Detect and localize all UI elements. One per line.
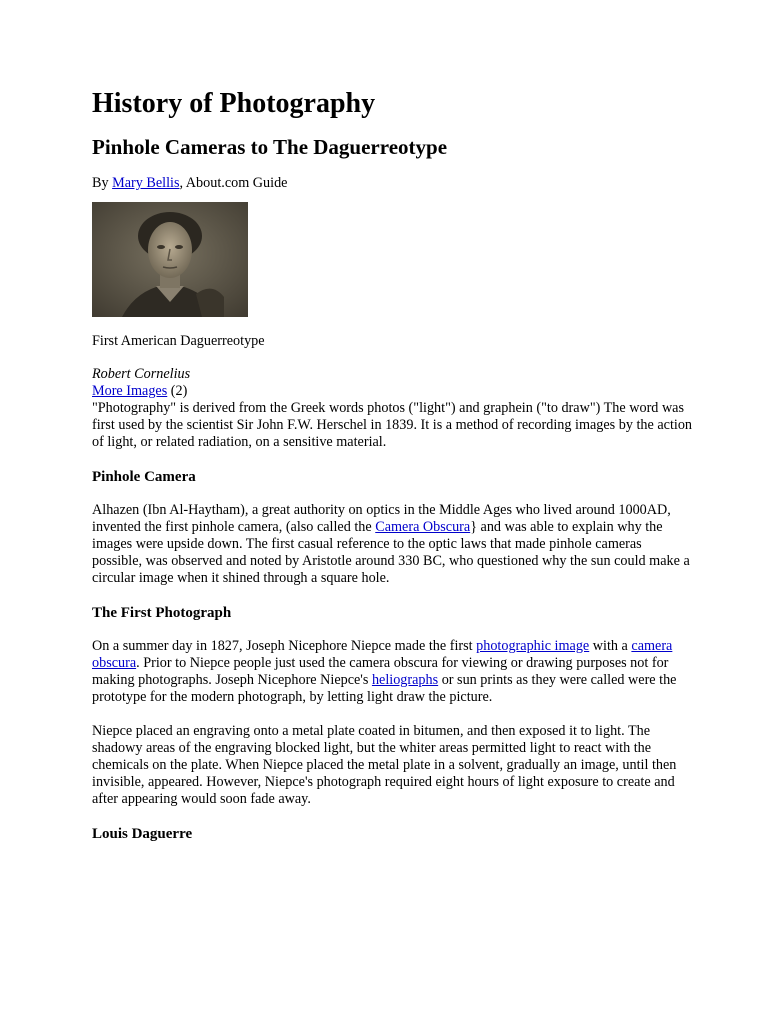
heliographs-link[interactable]: heliographs: [371, 672, 439, 688]
daguerreotype-portrait-image: [92, 202, 248, 317]
byline: [92, 175, 692, 192]
first-photo-text-a: On a summer day in 1827, Joseph Nicephore Niepce made the first: [92, 638, 477, 654]
first-photo-paragraph-2: Niepce placed an engraving onto a metal plate coated in bitumen, and then exposed it to light. The shadowy areas of the engraving blocked light, but the whiter areas permitted light to react with the chemicals on the plate. When Niepce placed the metal plate in a solvent, gradually an image, until then invisible, appeared. However, Niepce's photograph required eight hours of light exposure to create and after appearing would soon fade away.: [92, 723, 677, 807]
more-images-link[interactable]: More Images: [92, 383, 168, 399]
pinhole-text-a: Alhazen (Ibn Al-Haytham), a great authority on optics in the Middle Ages who lived around 1000AD, invented the first pinhole camera, (also called the: [92, 502, 671, 535]
page-title: History of Photography: [92, 88, 376, 119]
camera-obscura-link[interactable]: Camera Obscura: [375, 519, 471, 535]
more-images-line: [92, 383, 692, 400]
section-heading-first-photograph: The First Photograph: [92, 605, 232, 621]
first-photo-paragraph-1: [92, 638, 692, 706]
first-photo-text-c: . Prior to Niepce people just used the camera obscura for viewing or drawing purposes not for making photographs. Joseph Nicephore Niepce's: [92, 655, 669, 688]
page-subtitle: Pinhole Cameras to The Daguerreotype: [92, 135, 448, 159]
article: [92, 86, 692, 844]
more-images-count: (2): [167, 383, 188, 399]
portrait-graphic: [92, 202, 248, 317]
first-photo-text-d: or sun prints as they were called were the prototype for the modern photograph, by letting light draw the picture.: [92, 672, 677, 705]
first-photo-text-b: with a: [589, 638, 632, 654]
section-heading-louis-daguerre: Louis Daguerre: [92, 826, 193, 842]
pinhole-paragraph: [92, 502, 692, 587]
camera-obscura-link-2[interactable]: camera obscura: [92, 638, 673, 671]
byline-prefix: By: [92, 175, 113, 191]
pinhole-text-b: } and was able to explain why the images were upside down. The first casual reference to the optic laws that made pinhole cameras possible, was observed and noted by Aristotle around 330 BC, who questioned why the sun could make a circular image when it shined through a square hole.: [92, 519, 690, 586]
byline-suffix: , About.com Guide: [179, 175, 288, 191]
photo-person: Robert Cornelius: [92, 366, 191, 382]
author-link[interactable]: Mary Bellis: [112, 175, 180, 191]
section-heading-pinhole: Pinhole Camera: [92, 469, 196, 485]
photographic-image-link[interactable]: photographic image: [476, 638, 590, 654]
intro-paragraph: "Photography" is derived from the Greek words photos ("light") and graphein ("to draw") The word was first used by the scientist Sir John F.W. Herschel in 1839. It is a method of recording images by the action of light, or related radiation, on a sensitive material.: [92, 400, 693, 450]
photo-caption: First American Daguerreotype: [92, 333, 265, 349]
